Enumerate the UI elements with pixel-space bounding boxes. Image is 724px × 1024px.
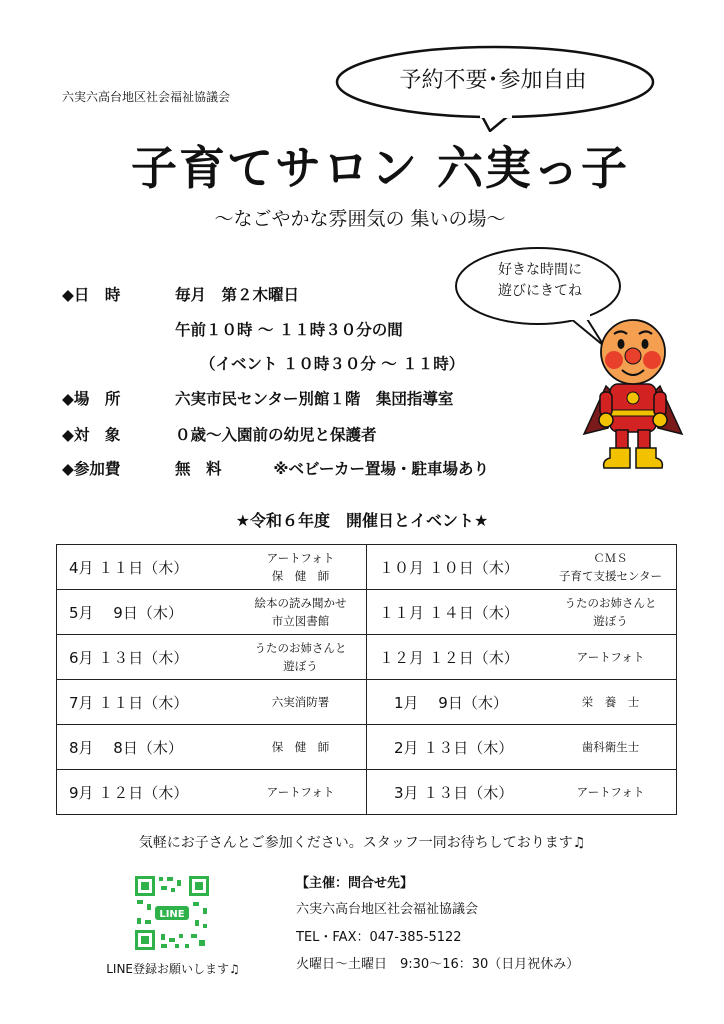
time-range: 午前１０時 ～ １１時３０分の間 xyxy=(175,321,403,339)
schedule-entry xyxy=(57,770,366,814)
table-row xyxy=(57,770,677,815)
speech-line-2: 遊びにきてね xyxy=(498,283,582,299)
mascot-boot-right xyxy=(636,448,662,468)
mascot-belt xyxy=(610,410,656,416)
organization-name: 六実六高台地区社会福祉協議会 xyxy=(62,90,231,104)
no-reservation-badge: 予約不要･参加自由 xyxy=(399,68,587,93)
table-row xyxy=(57,590,677,635)
schedule-date: 8月 8日（木） xyxy=(69,738,183,757)
schedule-cell-left xyxy=(57,635,367,680)
schedule-date: １１月 １４日（木） xyxy=(379,603,519,622)
table-row xyxy=(57,545,677,590)
schedule-entry xyxy=(367,680,676,724)
table-row xyxy=(57,635,677,680)
schedule-entry xyxy=(367,770,676,814)
schedule-entry xyxy=(367,590,676,634)
schedule-cell-left xyxy=(57,545,367,590)
schedule-event: アートフォト xyxy=(266,785,335,799)
table-row xyxy=(57,725,677,770)
schedule-cell-left xyxy=(57,770,367,815)
schedule-date: １０月 １０日（木） xyxy=(379,558,519,577)
schedule-date: 2月 １３日（木） xyxy=(379,738,514,757)
speech-line-1: 好きな時間に xyxy=(498,262,582,278)
schedule-cell-right xyxy=(367,545,677,590)
schedule-event: 栄 養 士 xyxy=(581,695,640,709)
schedule-event: 六実消防署 xyxy=(271,695,330,709)
schedule-entry xyxy=(367,725,676,769)
datetime-label: ◆日 時 xyxy=(62,286,121,304)
schedule-event: うたのお姉さんと 遊ぼう xyxy=(564,596,657,628)
closing-message: 気軽にお子さんとご参加ください。スタッフ一同お待ちしております♫ xyxy=(138,835,586,851)
qr-line-label: LINE xyxy=(159,909,185,920)
mascot-boot-left xyxy=(604,448,630,468)
schedule-date: 7月 １１日（木） xyxy=(69,693,189,712)
schedule-event: うたのお姉さんと 遊ぼう xyxy=(254,641,347,673)
schedule-event: ＣＭＳ 子育て支援センター xyxy=(558,551,663,583)
schedule-event: アートフォト 保 健 師 xyxy=(266,551,335,583)
schedule-entry xyxy=(57,590,366,634)
target-label: ◆対 象 xyxy=(62,426,121,444)
schedule-entry xyxy=(57,680,366,724)
mascot-speech-text xyxy=(470,260,610,302)
schedule-cell-right xyxy=(367,635,677,680)
schedule-cell-right xyxy=(367,680,677,725)
schedule-cell-right xyxy=(367,770,677,815)
schedule-title: ★令和６年度 開催日とイベント★ xyxy=(235,511,489,530)
schedule-date: １２月 １２日（木） xyxy=(379,648,519,667)
schedule-entry xyxy=(57,725,366,769)
schedule-cell-left xyxy=(57,725,367,770)
schedule-event: アートフォト xyxy=(576,785,645,799)
fee-label: ◆参加費 xyxy=(62,460,121,478)
mascot-body xyxy=(610,384,656,432)
schedule-cell-right xyxy=(367,725,677,770)
schedule-entry xyxy=(57,635,366,679)
schedule-cell-left xyxy=(57,590,367,635)
schedule-date: 3月 １３日（木） xyxy=(379,783,514,802)
contact-heading: 【主催：問合せ先】 xyxy=(296,876,414,891)
page-subtitle: ～なごやかな雰囲気の 集いの場～ xyxy=(214,208,506,230)
schedule-entry xyxy=(367,545,676,589)
schedule-table xyxy=(56,544,677,815)
schedule-event: 絵本の読み聞かせ 市立図書館 xyxy=(254,596,347,628)
datetime-value: 毎月 第２木曜日 xyxy=(175,286,300,304)
event-time-range: （イベント １０時３０分 ～ １１時） xyxy=(200,355,465,373)
schedule-date: 5月 9日（木） xyxy=(69,603,183,622)
page-title: 子育てサロン 六実っ子 xyxy=(130,141,629,195)
schedule-date: 4月 １１日（木） xyxy=(69,558,189,577)
mascot-eye-left xyxy=(618,339,625,349)
mascot-cheek-right xyxy=(643,351,661,369)
fee-value: 無 料 ※ベビーカー置場・駐車場あり xyxy=(175,460,490,478)
target-value: ０歳～入園前の幼児と保護者 xyxy=(175,426,377,444)
contact-hours: 火曜日～土曜日 9:30～16：30（日月祝休み） xyxy=(296,957,580,972)
schedule-event: 保 健 師 xyxy=(271,740,330,754)
line-qr-code[interactable] xyxy=(133,874,211,952)
place-label: ◆場 所 xyxy=(62,390,121,408)
mascot-nose xyxy=(625,348,641,364)
schedule-entry xyxy=(367,635,676,679)
line-note: LINE登録お願いします♫ xyxy=(106,962,240,976)
mascot-emblem xyxy=(627,392,639,404)
schedule-event: 歯科衛生士 xyxy=(581,740,640,754)
schedule-cell-left xyxy=(57,680,367,725)
schedule-event: アートフォト xyxy=(576,650,645,664)
mascot-cheek-left xyxy=(605,351,623,369)
table-row xyxy=(57,680,677,725)
schedule-date: 1月 9日（木） xyxy=(379,693,508,712)
contact-phone: TEL・FAX：047-385-5122 xyxy=(296,930,462,945)
contact-organization: 六実六高台地区社会福祉協議会 xyxy=(296,902,479,917)
mascot-eye-right xyxy=(642,339,649,349)
mascot-glove-left xyxy=(599,413,613,427)
schedule-date: 6月 １３日（木） xyxy=(69,648,189,667)
schedule-entry xyxy=(57,545,366,589)
mascot-illustration xyxy=(578,316,688,478)
mascot-glove-right xyxy=(653,413,667,427)
place-value: 六実市民センター別館１階 集団指導室 xyxy=(175,390,454,408)
schedule-date: 9月 １２日（木） xyxy=(69,783,189,802)
schedule-cell-right xyxy=(367,590,677,635)
